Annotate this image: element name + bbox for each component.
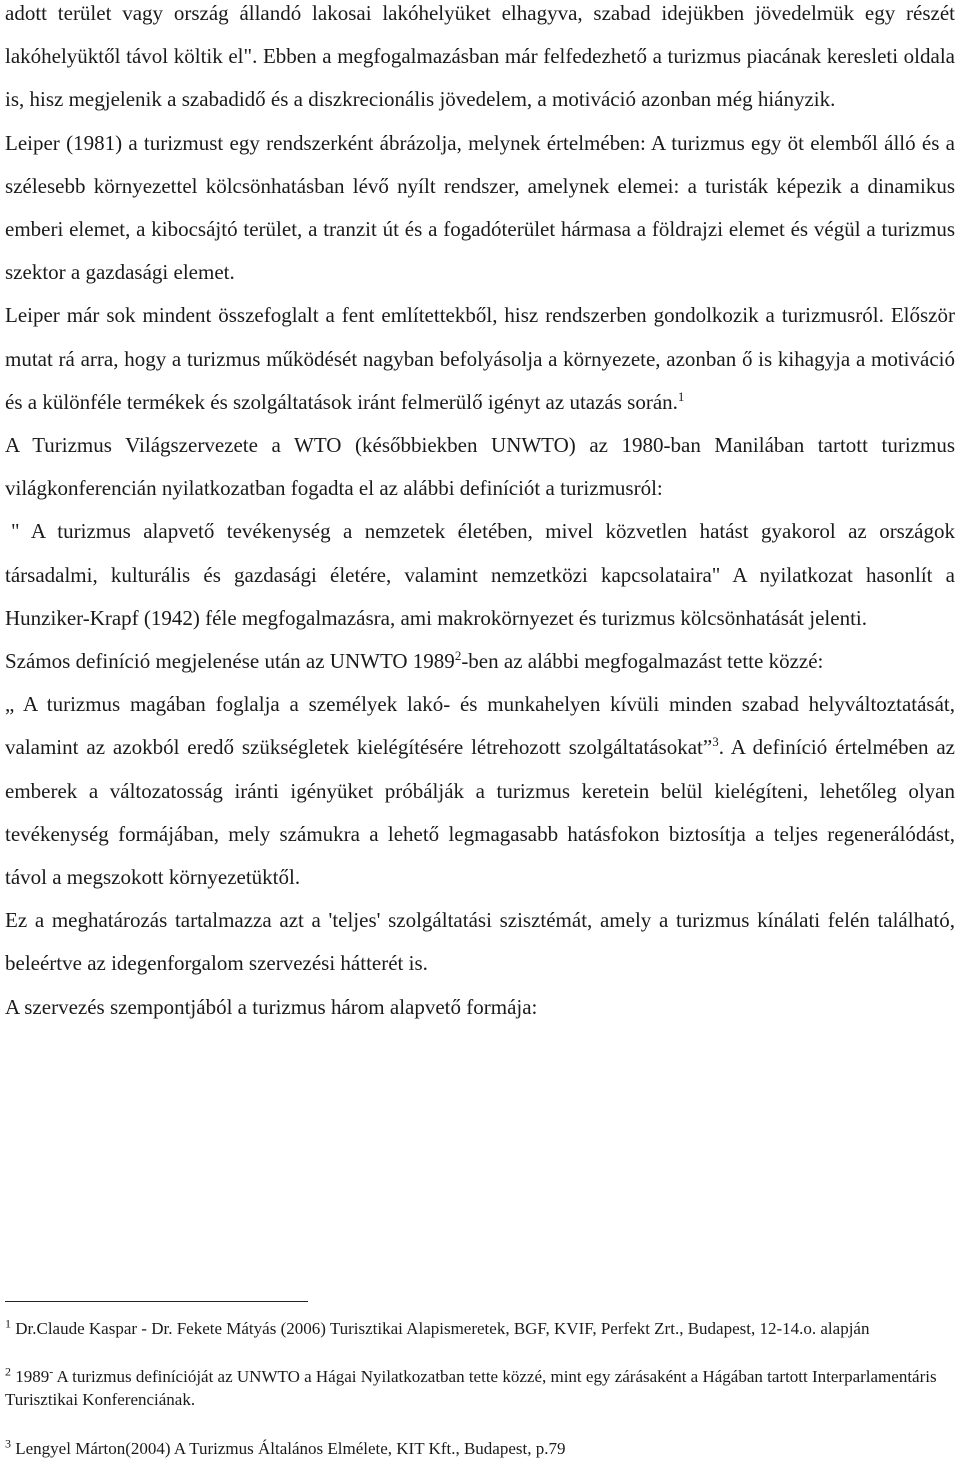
footnote-text: A turizmus definícióját az UNWTO a Hágai Nyilatkozatban tette közzé, mint egy zárásaként a Hágában tartott Interparlamentáris Turisztikai Konferenciának. — [5, 1367, 937, 1409]
paragraph-text: . A definíció értelmében az emberek a változatosság iránti igényüket próbálják a turizmus keretein belül kielégíteni, lehetőleg olyan tevékenység formájában, mely számukra a lehető legmagasabb hatásfokon biztosítja a teljes regenerálódást, távol a megszokott környezetüktől. — [5, 735, 955, 890]
paragraph-leiper-system: Leiper (1981) a turizmust egy rendszerként ábrázolja, melynek értelmében: A turizmus egy öt elemből álló és a szélesebb környezettel kölcsönhatásban lévő nyílt rendszer, amelynek elemei: a turisták képezik a dinamikus emberi elemet, a kibocsájtó terület, a tranzit út és a fogadóterület hármasa a földrajzi elemet és végül a turizmus szektor a gazdasági elemet. — [5, 130, 955, 285]
footnote-reference-3: 3 — [712, 734, 719, 750]
footnote-reference-2: 2 — [454, 648, 462, 664]
paragraph-service-system: Ez a meghatározás tartalmazza azt a 'teljes' szolgáltatási szisztémát, amely a turizmus kínálati felén található, beleértve az idegenforgalom szervezési hátterét is. — [5, 908, 955, 976]
paragraph-text: Leiper már sok mindent összefoglalt a fent említettekből, hisz rendszerben gondolkozik a turizmusról. Először mutat rá arra, hogy a turizmus működését nagyban befolyásolja a környezete, azonban ő is kihagyja a motiváció és a különféle termékek és szolgáltatások iránt felmerülő igényt az utazás során. — [5, 303, 955, 414]
paragraph-wto-quote: " A turizmus alapvető tevékenység a nemzetek életében, mivel közvetlen hatást gyakorol az országok társadalmi, kulturális és gazdasági életére, valamint nemzetközi kapcsolataira" A nyilatkozat hasonlít a Hunziker-Krapf (1942) féle megfogalmazásra, ami makrokörnyezet és turizmus kölcsönhatását jelenti. — [5, 519, 955, 630]
footnote-mark: 2 — [5, 1364, 11, 1379]
paragraph-text: Számos definíció megjelenése után az UNWTO 1989 — [5, 649, 455, 674]
paragraph-unwto-1989 — [5, 640, 955, 683]
footnote-text: Lengyel Márton(2004) A Turizmus Általános Elmélete, KIT Kft., Budapest, p.79 — [11, 1439, 566, 1458]
paragraph-text: „ A turizmus magában foglalja a személyek lakó- és munkahelyen kívüli minden szabad helyváltoztatását, valamint az azokból eredő szükségletek kielégítésére létrehozott szolgáltatásokat” — [5, 692, 955, 760]
footnote-mark: 3 — [5, 1436, 11, 1451]
paragraph-unwto-definition — [5, 683, 955, 899]
footnote-mark: 1 — [5, 1316, 11, 1331]
footnote-mark-dash: - — [49, 1364, 54, 1379]
footnote-2 — [5, 1365, 955, 1411]
paragraph-leiper-summary — [5, 294, 955, 424]
footnote-reference-1: 1 — [677, 388, 685, 404]
footnote-text: Dr.Claude Kaspar - Dr. Fekete Mátyás (2006) Turisztikai Alapismeretek, BGF, KVIF, Perfekt Zrt., Budapest, 12-14.o. alapján — [11, 1319, 870, 1338]
paragraph-text: -ben az alábbi megfogalmazást tette közzé: — [461, 649, 824, 674]
paragraph-tourism-definition-continued: adott terület vagy ország állandó lakosai lakóhelyüket elhagyva, szabad idejükben jövedelmük egy részét lakóhelyüktől távol költik el". Ebben a megfogalmazásban már felfedezhető a turizmus piacának keresleti oldala is, hisz megjelenik a szabadidő és a diszkrecionális jövedelem, a motiváció azonban még hiányzik. — [5, 1, 955, 112]
footnote-3 — [5, 1437, 955, 1460]
paragraph-wto-manila: A Turizmus Világszervezete a WTO (későbbiekben UNWTO) az 1980-ban Manilában tartott turizmus világkonferencián nyilatkozatban fogadta el az alábbi definíciót a turizmusról: — [5, 433, 955, 501]
footnote-text: 1989 — [11, 1367, 50, 1386]
document-page — [5, 0, 955, 1029]
paragraph-organization-forms: A szervezés szempontjából a turizmus három alapvető formája: — [5, 994, 538, 1019]
footnote-1 — [5, 1317, 955, 1340]
footnote-separator — [5, 1301, 308, 1302]
